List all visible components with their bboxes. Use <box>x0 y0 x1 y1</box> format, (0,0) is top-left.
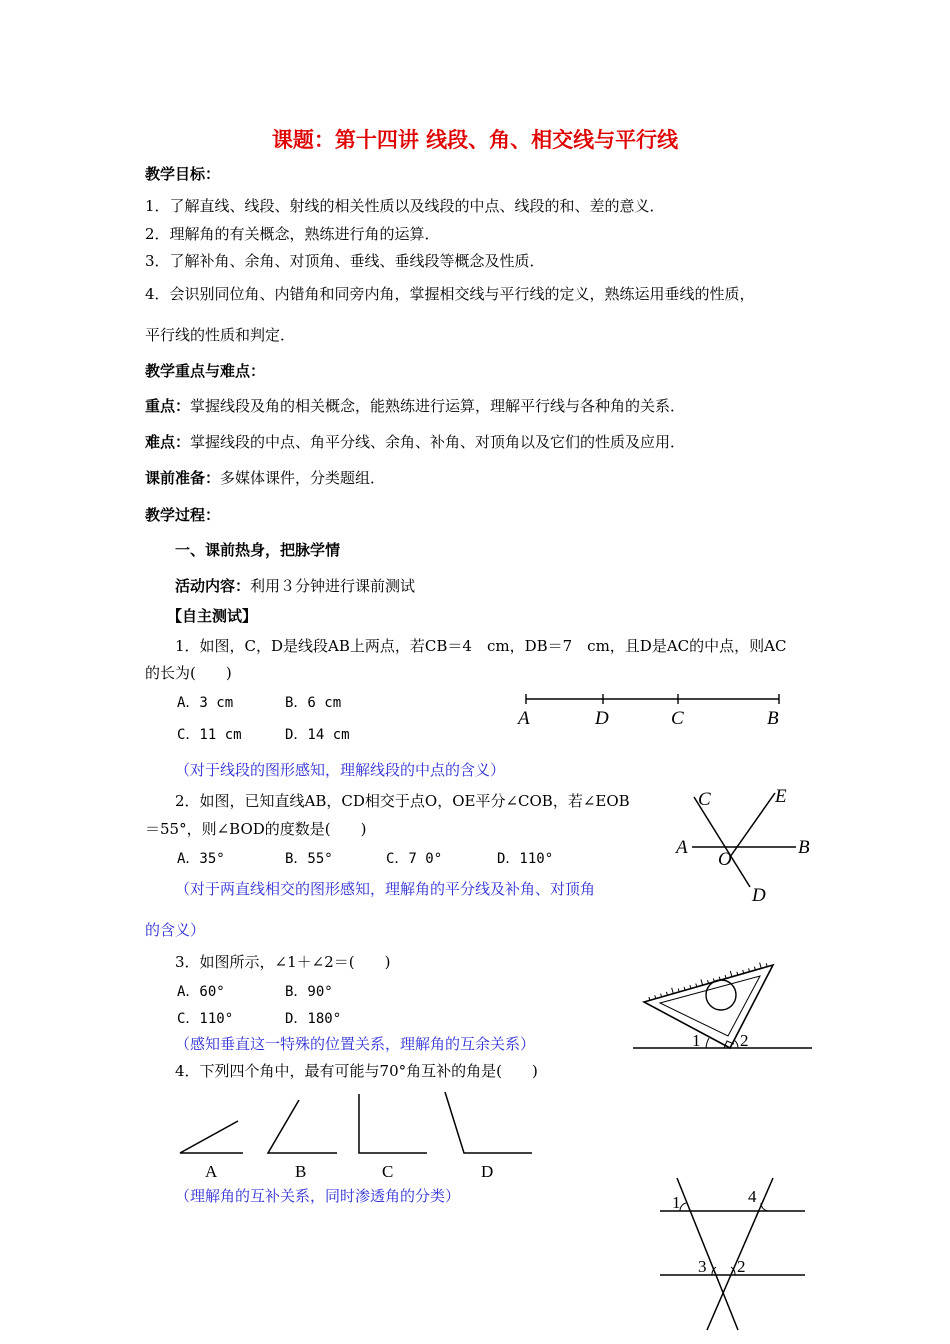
ruler-tick <box>730 971 732 977</box>
angle-options-figure <box>175 1090 540 1185</box>
point-label-d: D <box>752 885 766 906</box>
difficulty-text: 掌握线段的中点、角平分线、余角、补角、对顶角以及它们的性质及应用． <box>190 433 686 451</box>
question-2-stem: 2．如图，已知直线AB，CD相交于点O，OE平分∠COB，若∠EOB <box>175 792 630 810</box>
angle-label-2: 2 <box>737 1257 746 1276</box>
point-label-b: B <box>798 837 810 858</box>
intersecting-lines-figure <box>672 785 822 905</box>
objectives-heading: 教学目标： <box>145 165 221 183</box>
angle-label-1: 1 <box>672 1193 681 1212</box>
angle-option-label-d: D <box>481 1162 494 1181</box>
focus-line <box>145 396 685 416</box>
angle-label-3: 3 <box>698 1257 707 1276</box>
activity-line <box>175 576 415 596</box>
objective-item: 4．会识别同位角、内错角和同旁内角，掌握相交线与平行线的定义，熟练运用垂线的性质， <box>145 285 755 303</box>
q1-option-a: A．3 cm <box>177 695 234 711</box>
ruler-tick <box>672 988 674 994</box>
question-4-stem: 4．下列四个角中，最有可能与70°角互补的角是( ) <box>175 1062 538 1080</box>
angle-label-1: 1 <box>692 1031 701 1050</box>
question-1-stem: 1．如图，C，D是线段AB上两点，若CB＝4 cm，DB＝7 cm，且D是AC的中点，则AC <box>175 637 787 655</box>
set-square-figure <box>630 962 815 1057</box>
point-label-c: C <box>698 789 711 810</box>
question-2-note: （对于两直线相交的图形感知，理解角的平分线及补角、对顶角 <box>175 880 596 898</box>
focus-text: 掌握线段及角的相关概念，能熟练进行运算，理解平行线与各种角的关系． <box>190 397 686 415</box>
objective-item: 2．理解角的有关概念，熟练进行角的运算． <box>145 225 440 243</box>
key-points-heading: 教学重点与难点： <box>145 362 266 380</box>
point-label-b: B <box>767 708 779 729</box>
q2-option-a: A．35° <box>177 851 225 867</box>
q3-option-c: C．110° <box>177 1011 234 1027</box>
page-title: 课题：第十四讲 线段、角、相交线与平行线 <box>271 128 679 152</box>
objective-item: 3．了解补角、余角、对顶角、垂线、垂线段等概念及性质． <box>145 252 545 270</box>
angle-label-4: 4 <box>748 1187 757 1206</box>
question-1-stem-cont: 的长为( ) <box>145 664 232 682</box>
question-3-stem: 3．如图所示，∠1＋∠2＝( ) <box>175 953 391 971</box>
difficulty-label: 难点： <box>145 433 191 451</box>
segment-figure <box>515 690 790 730</box>
q1-option-d: D．14 cm <box>285 727 350 743</box>
focus-label: 重点： <box>145 397 191 415</box>
preparation-line <box>145 468 385 488</box>
q2-option-b: B．55° <box>285 851 333 867</box>
q2-option-c: C．7 0° <box>386 851 443 867</box>
angle-option-label-c: C <box>382 1162 394 1181</box>
question-2-note-cont: 的含义） <box>145 921 206 939</box>
question-3-note: （感知垂直这一特殊的位置关系，理解角的互余关系） <box>175 1035 536 1053</box>
q1-option-c: C．11 cm <box>177 727 242 743</box>
preparation-label: 课前准备： <box>145 469 221 487</box>
question-1-note: （对于线段的图形感知，理解线段的中点的含义） <box>175 761 506 779</box>
q3-option-b: B．90° <box>285 984 333 1000</box>
q2-option-d: D．110° <box>497 851 554 867</box>
self-test-heading: 【自主测试】 <box>167 607 258 625</box>
point-label-c: C <box>671 708 684 729</box>
q1-option-b: B．6 cm <box>285 695 342 711</box>
question-4-note: （理解角的互补关系，同时渗透角的分类） <box>175 1187 461 1205</box>
point-label-a: A <box>676 837 688 858</box>
point-label-d: D <box>595 708 609 729</box>
preparation-text: 多媒体课件，分类题组． <box>220 469 386 487</box>
point-label-e: E <box>775 786 787 807</box>
q3-option-d: D．180° <box>285 1011 342 1027</box>
q3-option-a: A．60° <box>177 984 225 1000</box>
difficulty-line <box>145 432 685 452</box>
section-heading: 一、课前热身，把脉学情 <box>175 541 341 559</box>
objective-item: 1．了解直线、线段、射线的相关性质以及线段的中点、线段的和、差的意义． <box>145 197 665 215</box>
parallel-lines-figure <box>655 1175 810 1335</box>
objective-item-continued: 平行线的性质和判定． <box>145 326 296 344</box>
activity-text: 利用３分钟进行课前测试 <box>250 577 416 595</box>
point-label-a: A <box>518 708 530 729</box>
angle-option-label-b: B <box>295 1162 307 1181</box>
process-heading: 教学过程： <box>145 506 221 524</box>
angle-label-2: 2 <box>740 1031 749 1050</box>
ruler-tick <box>760 963 762 969</box>
activity-label: 活动内容： <box>175 577 251 595</box>
ruler-tick <box>701 979 703 985</box>
angle-option-label-a: A <box>205 1162 218 1181</box>
question-2-stem-cont: ＝55°，则∠BOD的度数是( ) <box>145 820 367 838</box>
point-label-o: O <box>718 849 732 870</box>
